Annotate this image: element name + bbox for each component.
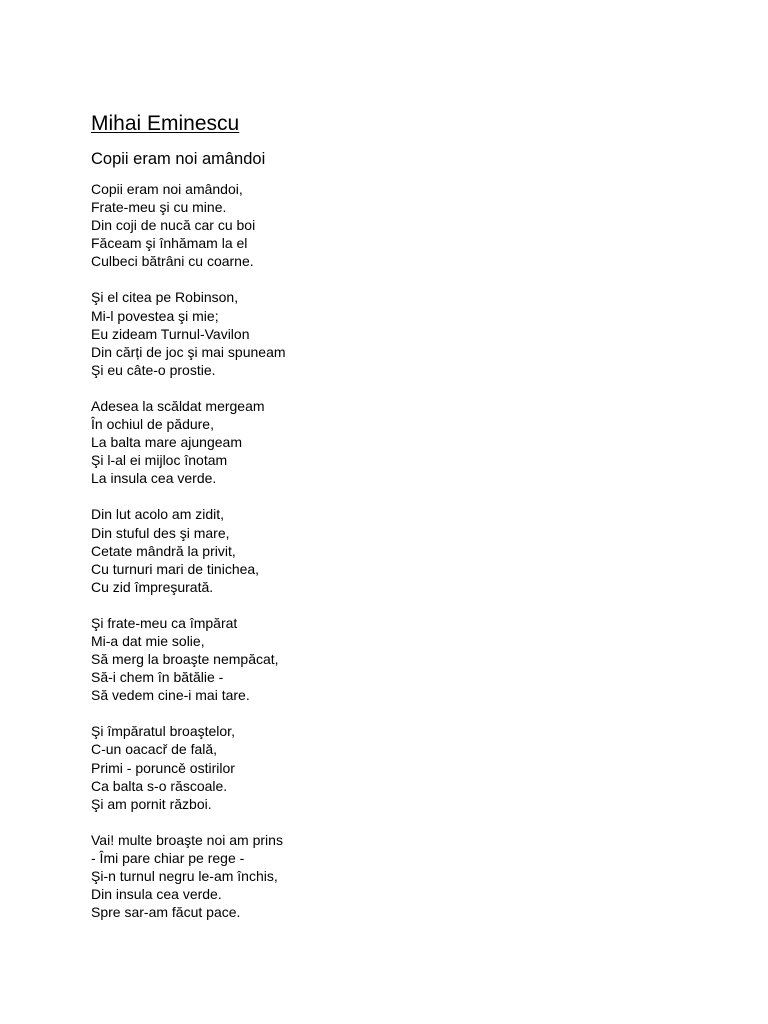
stanza-5 (91, 614, 731, 704)
poem-line: Şi el citea pe Robinson, (91, 289, 239, 306)
stanza-7 (91, 831, 731, 921)
poem-line: Din cărți de joc şi mai spuneam (91, 343, 286, 360)
poem-line: Spre sar-am făcut pace. (91, 904, 241, 921)
poem-body (91, 180, 731, 921)
poem-line: Din lut acolo am zidit, (91, 506, 225, 523)
poem-line: Adesea la scăldat mergeam (91, 397, 265, 414)
poem-line: În ochiul de pădure, (91, 416, 214, 433)
poem-line: Şi împăratul broaştelor, (91, 723, 235, 740)
poem-line: C-un oacacř de falǎ, (91, 741, 218, 758)
stanza-6 (91, 722, 731, 812)
poem-title: Copii eram noi amândoi (91, 150, 266, 168)
poem-line: Să merg la broaşte nempăcat, (91, 651, 279, 668)
poem-line: Mi-l povestea şi mie; (91, 307, 219, 324)
poem-line: Cu zid împreşurată. (91, 578, 214, 595)
poem-line: Culbeci bătrâni cu coarne. (91, 253, 254, 270)
poem-line: Din insula cea verde. (91, 886, 222, 903)
poem-line: Şi-n turnul negru le-am închis, (91, 868, 278, 884)
poem-line: Din coji de nucă car cu boi (91, 217, 256, 234)
poem-line: Copii eram noi amândoi, (91, 181, 243, 197)
poem-line: La insula cea verde. (91, 470, 217, 487)
poem-line: Şi l-al ei mijloc înotam (91, 452, 228, 469)
poem-line: Mi-a dat mie solie, (91, 632, 205, 649)
stanza-4 (91, 505, 731, 595)
poem-line: Să vedem cine-i mai tare. (91, 687, 250, 704)
poem-line: Vai! multe broaşte noi am prins (91, 831, 283, 848)
poem-line: Să-i chem în bătălie - (91, 669, 224, 686)
poem-line: Şi am pornit război. (91, 795, 212, 812)
poem-line: - Îmi pare chiar pe rege - (91, 849, 245, 866)
poem-line: Din stuful des şi mare, (91, 524, 230, 541)
document-page (91, 108, 731, 939)
poem-line: La balta mare ajungeam (91, 434, 242, 451)
poem-line: Cetate mândră la privit, (91, 542, 236, 559)
author-name: Mihai Eminescu (91, 112, 240, 135)
poem-line: Şi frate-meu ca împărat (91, 614, 238, 631)
poem-line: Eu zideam Turnul-Vavilon (91, 325, 250, 342)
poem-line: Ca balta s-o răscoale. (91, 777, 228, 794)
stanza-2 (91, 288, 731, 378)
poem-line: Frate-meu şi cu mine. (91, 199, 227, 216)
stanza-1 (91, 180, 731, 270)
poem-line: Cu turnuri mari de tinichea, (91, 560, 260, 577)
poem-line: Primi - poruncě ostirilor (91, 759, 235, 776)
stanza-3 (91, 397, 731, 487)
poem-line: Şi eu câte-o prostie. (91, 361, 216, 378)
poem-line: Făceam şi înhămam la el (91, 235, 248, 252)
